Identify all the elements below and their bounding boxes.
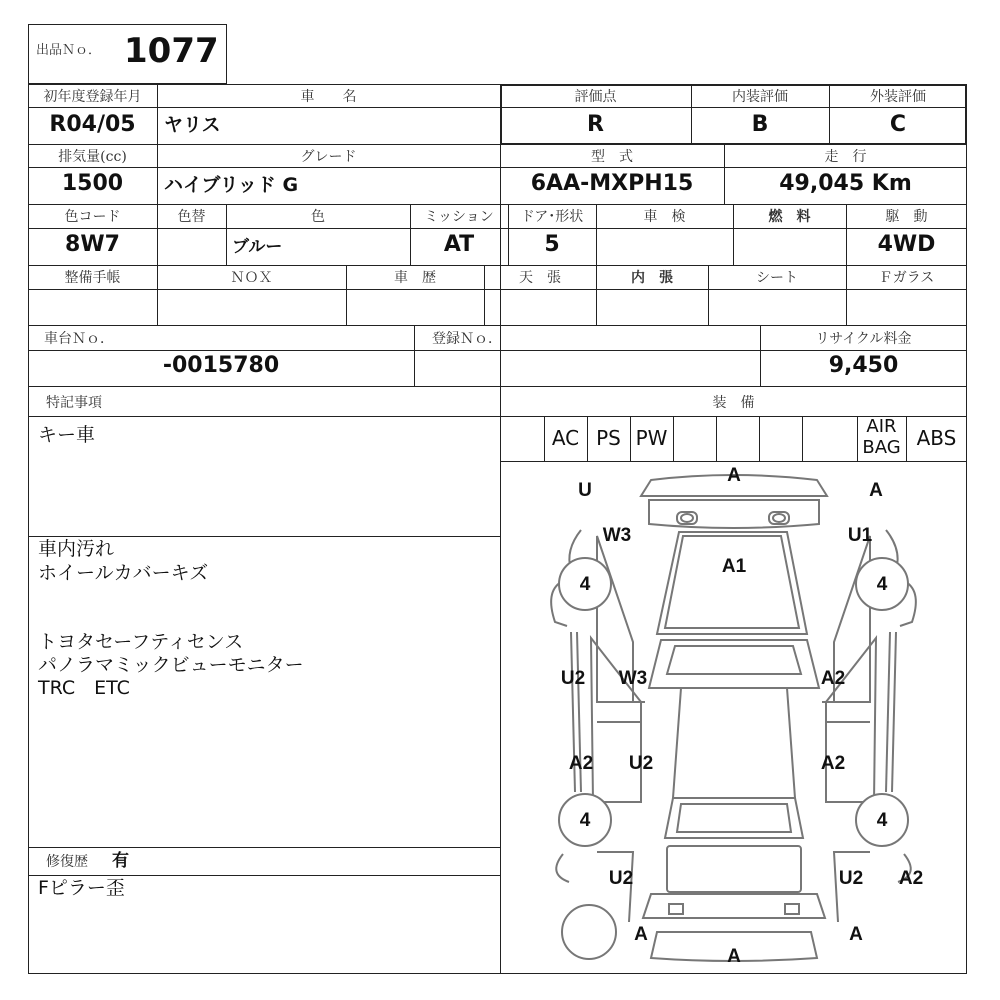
repair-value: 有 (112, 851, 129, 871)
color-code-value: 8W7 (65, 232, 120, 257)
equip-cell-abs: ABS (916, 426, 957, 450)
mileage-value: 49,045 Km (779, 171, 912, 196)
interior-trim-label: 内 張 (631, 270, 673, 286)
equip-cell-airbag: AIR BAG (862, 416, 901, 458)
notes-wheel-cover: ホイールカバーキズ (38, 562, 209, 584)
mark-front-bumper: A (727, 465, 741, 486)
displacement-label: 排気量(cc) (58, 149, 127, 165)
notes-trc-etc: TRC ETC (38, 677, 130, 699)
mark-left-front-door-inner: W3 (618, 668, 648, 689)
fuel-label: 燃 料 (768, 209, 811, 225)
equipment-label: 装 備 (712, 395, 755, 411)
repair-detail: Fピラー歪 (38, 877, 125, 899)
maintenance-book-label: 整備手帳 (64, 270, 121, 286)
mark-left-rear-wheel: 4 (579, 810, 591, 831)
reg-date-value: R04/05 (49, 112, 136, 137)
displacement-value: 1500 (61, 171, 124, 196)
notes-stain: 車内汚れ (38, 538, 115, 560)
mark-left-front-wheel: 4 (579, 574, 591, 595)
mark-right-quarter: U2 (838, 868, 864, 889)
mark-right-fender: U1 (847, 525, 873, 546)
mark-front-right: A (869, 480, 883, 501)
score-value: R (587, 112, 604, 137)
exterior-value: C (889, 112, 907, 137)
equip-cell-ac: AC (551, 426, 580, 450)
mark-rear-bumper: A (727, 946, 741, 967)
recycle-value: 9,450 (828, 353, 899, 378)
mark-left-rear-door-inner: U2 (628, 753, 654, 774)
notes-view-monitor: パノラマミックビューモニター (38, 654, 304, 676)
mark-right-quarter-outer: A2 (898, 868, 924, 889)
inspection-label: 車 検 (643, 209, 686, 225)
equip-cell-pw: PW (635, 426, 668, 450)
drive-value: 4WD (877, 232, 936, 257)
mark-right-front-door: A2 (820, 668, 846, 689)
mark-left-rear-door: A2 (568, 753, 594, 774)
repair-label: 修復歴 (46, 854, 88, 870)
mark-left-fender: W3 (602, 525, 632, 546)
notes-safety-sense: トヨタセーフティセンス (38, 631, 244, 653)
regno-label: 登録Ｎｏ． (432, 331, 502, 347)
notes-label: 特記事項 (46, 395, 102, 411)
model-value: 6AA-MXPH15 (530, 171, 694, 196)
grade-label: グレード (300, 149, 357, 165)
headliner-label: 天 張 (519, 270, 561, 286)
mark-left-front-door: U2 (560, 668, 586, 689)
drive-label: 駆 動 (885, 209, 928, 225)
mark-front-left: U (578, 480, 592, 501)
seat-label: シート (756, 270, 798, 286)
lot-number: 1077 (124, 31, 219, 71)
repaint-label: 色替 (177, 209, 206, 225)
mission-label: ミッション (424, 209, 494, 225)
f-glass-label: Ｆガラス (878, 270, 935, 286)
mark-hood: A1 (721, 556, 747, 577)
reg-date-label: 初年度登録年月 (43, 89, 142, 105)
notes-line-key: キー車 (38, 424, 96, 446)
mileage-label: 走 行 (824, 149, 867, 165)
door-value: 5 (544, 232, 560, 257)
color-value: ブルー (232, 237, 283, 257)
mark-right-rear-door: A2 (820, 753, 846, 774)
mark-rear-right: A (849, 924, 863, 945)
mission-value: AT (443, 232, 475, 257)
car-diagram (501, 462, 966, 973)
equip-cell-ps: PS (596, 426, 621, 450)
mark-left-quarter: U2 (608, 868, 634, 889)
car-name-label: 車 名 (300, 89, 357, 105)
mark-rear-left: A (634, 924, 648, 945)
color-label: 色 (311, 209, 325, 225)
model-label: 型 式 (591, 149, 633, 165)
recycle-label: リサイクル料金 (815, 331, 912, 347)
mark-right-front-wheel: 4 (876, 574, 888, 595)
chassis-value: -0015780 (162, 353, 280, 378)
color-code-label: 色コード (64, 209, 121, 225)
car-name-value: ヤリス (164, 114, 221, 136)
interior-label: 内装評価 (732, 89, 788, 105)
chassis-label: 車台Ｎｏ． (44, 331, 114, 347)
grade-value: ハイブリッド G (164, 174, 299, 196)
door-label: ドア･形状 (520, 209, 584, 225)
exterior-label: 外装評価 (870, 89, 926, 105)
lot-number-label: 出品Ｎｏ． (36, 43, 102, 58)
score-label: 評価点 (574, 89, 617, 105)
nox-label: ＮＯＸ (230, 270, 273, 286)
interior-value: B (751, 112, 769, 137)
mark-right-rear-wheel: 4 (876, 810, 888, 831)
history-label: 車 歴 (394, 270, 436, 286)
